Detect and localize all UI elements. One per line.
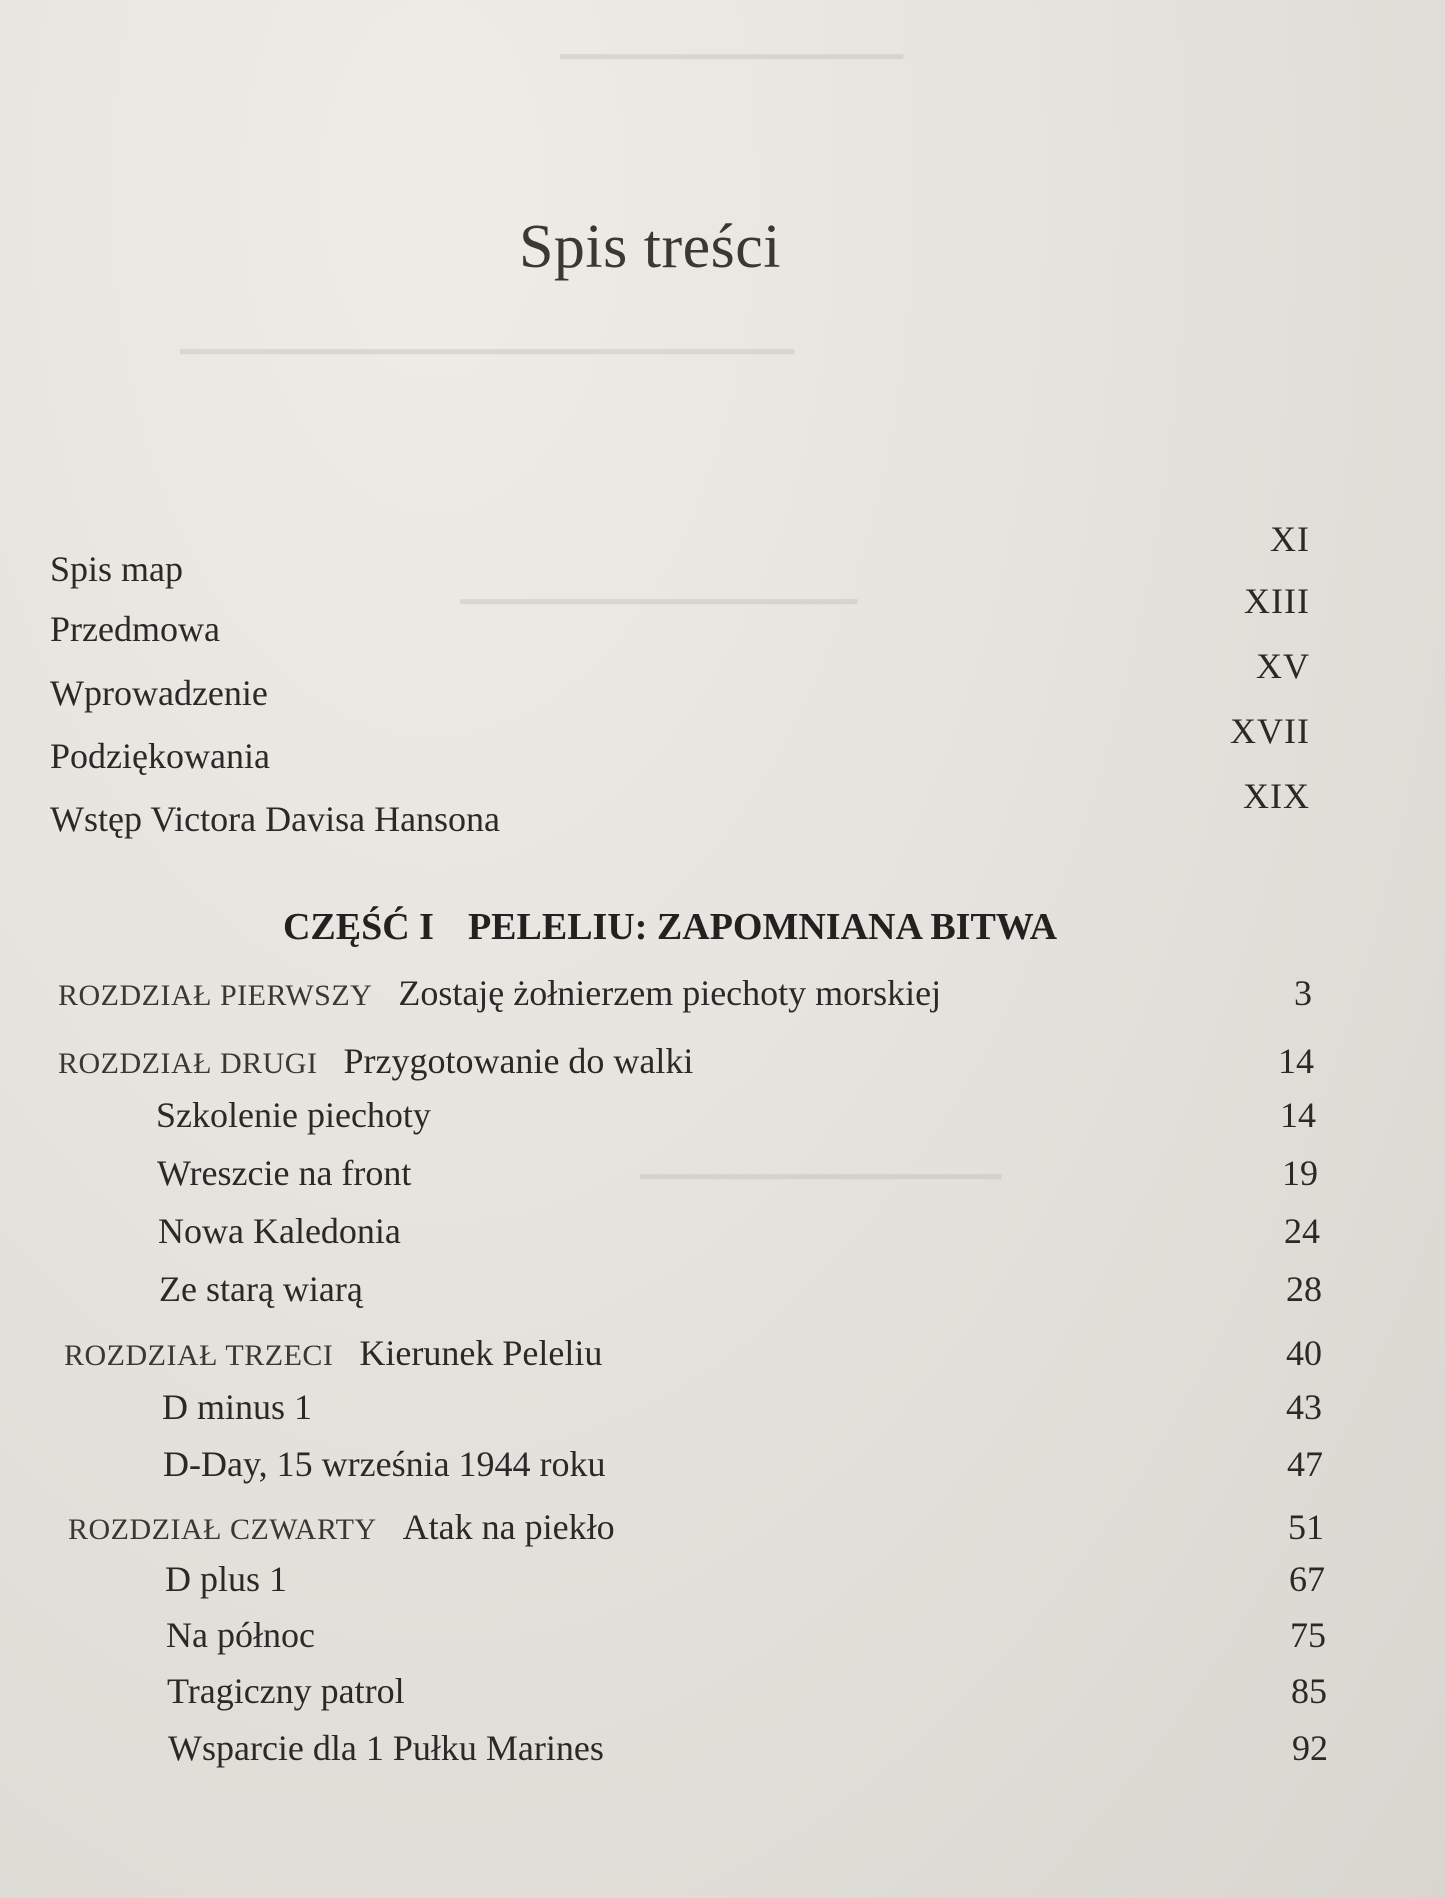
front-matter-page: XIII [1244,581,1310,621]
front-matter-label: Wstęp Victora Davisa Hansona [50,799,501,839]
section-row [162,1386,1322,1436]
front-matter-label: Wprowadzenie [50,673,268,713]
show-through-line: ━━━━━━━━━━━━━━━━━━━━━━ [460,586,858,619]
section-row [159,1268,1322,1318]
front-matter-label: Podziękowania [50,736,270,776]
section-page: 28 [1286,1269,1322,1309]
front-matter-page: XIX [1243,776,1310,816]
section-page: 67 [1289,1559,1325,1599]
section-title: Szkolenie piechoty [156,1095,431,1135]
section-row [157,1152,1318,1202]
chapter-title: Atak na piekło [402,1507,615,1547]
section-title: D minus 1 [162,1387,313,1427]
section-page: 24 [1284,1211,1320,1251]
chapter-number: ROZDZIAŁ DRUGI [58,1047,318,1080]
chapter-page: 3 [1294,973,1312,1013]
show-through-line: ━━━━━━━━━━━━━━━━━━━━ [640,1161,1002,1194]
part-title: PELELIU: ZAPOMNIANA BITWA [467,906,1058,948]
chapter-number: ROZDZIAŁ CZWARTY [68,1513,377,1546]
section-row [156,1094,1316,1144]
chapter-page: 51 [1288,1507,1324,1547]
part-number: CZĘŚĆ I [282,906,434,948]
section-page: 19 [1282,1153,1318,1193]
chapter-title: Przygotowanie do walki [343,1041,694,1081]
chapter-number: ROZDZIAŁ TRZECI [64,1339,334,1372]
section-row [168,1727,1328,1777]
chapter-page: 40 [1286,1333,1322,1373]
section-page: 75 [1290,1615,1326,1655]
chapter-row [68,1506,1324,1556]
chapter-title: Kierunek Peleliu [359,1333,603,1373]
page-title: Spis treści [518,212,782,281]
chapter-row [64,1332,1322,1382]
chapter-title: Zostaję żołnierzem piechoty morskiej [398,973,942,1013]
section-title: Na północ [166,1615,315,1655]
section-title: Nowa Kaledonia [158,1211,401,1251]
section-row [166,1614,1326,1664]
section-page: 85 [1291,1671,1327,1711]
front-matter-label: Spis map [50,549,184,589]
front-matter-page: XI [1270,519,1310,559]
section-title: Wsparcie dla 1 Pułku Marines [168,1728,604,1768]
part-heading [0,905,1340,949]
front-matter-label: Przedmowa [50,609,220,649]
section-title: D-Day, 15 września 1944 roku [163,1444,606,1484]
show-through-line: ━━━━━━━━━━━━━━━━━━━ [560,41,904,74]
section-row [165,1558,1325,1608]
section-title: D plus 1 [165,1559,288,1599]
front-matter-page: XV [1256,646,1310,686]
section-row [158,1210,1320,1260]
section-page: 47 [1287,1444,1323,1484]
section-page: 14 [1280,1095,1316,1135]
section-page: 43 [1286,1387,1322,1427]
section-row [163,1443,1323,1493]
show-through-line: ━━━━━━━━━━━━━━━━━━━━━━━━━━━━━━━━━━ [180,336,795,369]
section-title: Wreszcie na front [157,1153,412,1193]
chapter-row [58,972,1312,1022]
front-matter-list [50,520,1310,840]
chapter-number: ROZDZIAŁ PIERWSZY [58,979,373,1012]
section-title: Tragiczny patrol [167,1671,405,1711]
section-row [167,1670,1327,1720]
chapter-row [58,1040,1314,1090]
front-matter-page: XVII [1230,711,1310,751]
chapter-page: 14 [1278,1041,1314,1081]
section-title: Ze starą wiarą [159,1269,363,1309]
section-page: 92 [1292,1728,1328,1768]
